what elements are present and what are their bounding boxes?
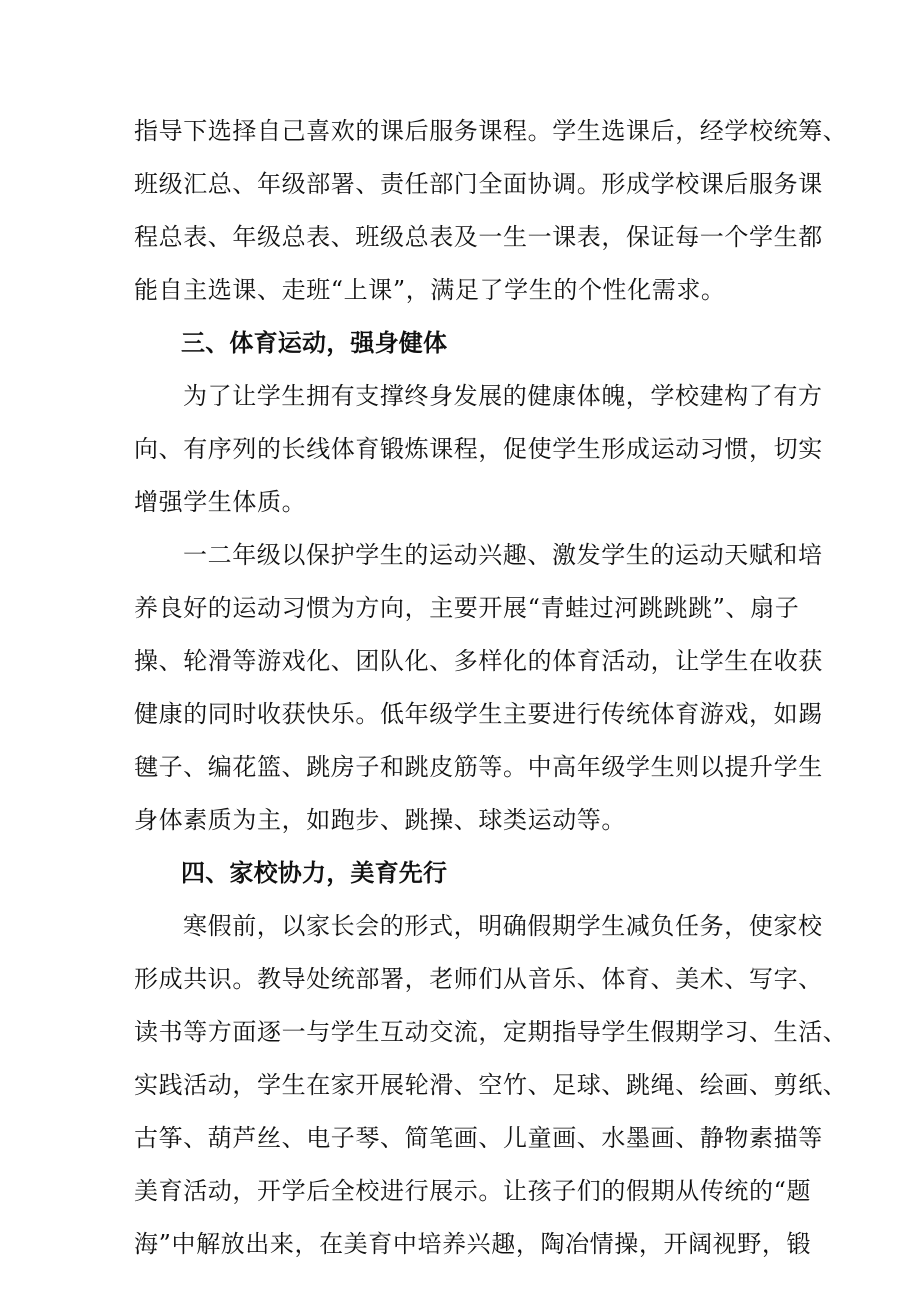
text-line: 向、有序列的长线体育锻炼课程，促使学生形成运动习惯，切实 [134, 435, 823, 463]
text-line: 程总表、年级总表、班级总表及一生一课表，保证每一个学生都 [134, 223, 823, 251]
text-line: 形成共识。教导处统部署，老师们从音乐、体育、美术、写字、 [134, 965, 823, 993]
text-line: 身体素质为主，如跑步、跳操、球类运动等。 [134, 806, 626, 834]
text-line: 健康的同时收获快乐。低年级学生主要进行传统体育游戏，如踢 [134, 700, 823, 728]
text-line: 古筝、葫芦丝、电子琴、简笔画、儿童画、水墨画、静物素描等 [134, 1124, 823, 1152]
text-line: 寒假前，以家长会的形式，明确假期学生减负任务，使家校 [183, 912, 823, 940]
text-line: 能自主选课、走班“上课”，满足了学生的个性化需求。 [134, 276, 726, 304]
text-line: 海”中解放出来，在美育中培养兴趣，陶冶情操，开阔视野，锻 [134, 1230, 812, 1258]
text-line: 读书等方面逐一与学生互动交流，定期指导学生假期学习、生活、 [134, 1018, 848, 1046]
text-line: 养良好的运动习惯为方向，主要开展“青蛙过河跳跳跳”、扇子 [134, 594, 800, 622]
text-line: 美育活动，开学后全校进行展示。让孩子们的假期从传统的“题 [134, 1177, 812, 1205]
section-heading: 三、体育运动，强身健体 [181, 329, 448, 357]
text-line: 一二年级以保护学生的运动兴趣、激发学生的运动天赋和培 [183, 541, 823, 569]
text-line: 指导下选择自己喜欢的课后服务课程。学生选课后，经学校统筹、 [134, 117, 848, 145]
text-line: 毽子、编花篮、跳房子和跳皮筋等。中高年级学生则以提升学生 [134, 753, 823, 781]
text-line: 操、轮滑等游戏化、团队化、多样化的体育活动，让学生在收获 [134, 647, 823, 675]
section-heading: 四、家校协力，美育先行 [181, 859, 448, 887]
text-line: 班级汇总、年级部署、责任部门全面协调。形成学校课后服务课 [134, 170, 823, 198]
text-line: 增强学生体质。 [134, 488, 307, 516]
text-line: 实践活动，学生在家开展轮滑、空竹、足球、跳绳、绘画、剪纸、 [134, 1071, 848, 1099]
text-line: 为了让学生拥有支撑终身发展的健康体魄，学校建构了有方 [183, 382, 823, 410]
